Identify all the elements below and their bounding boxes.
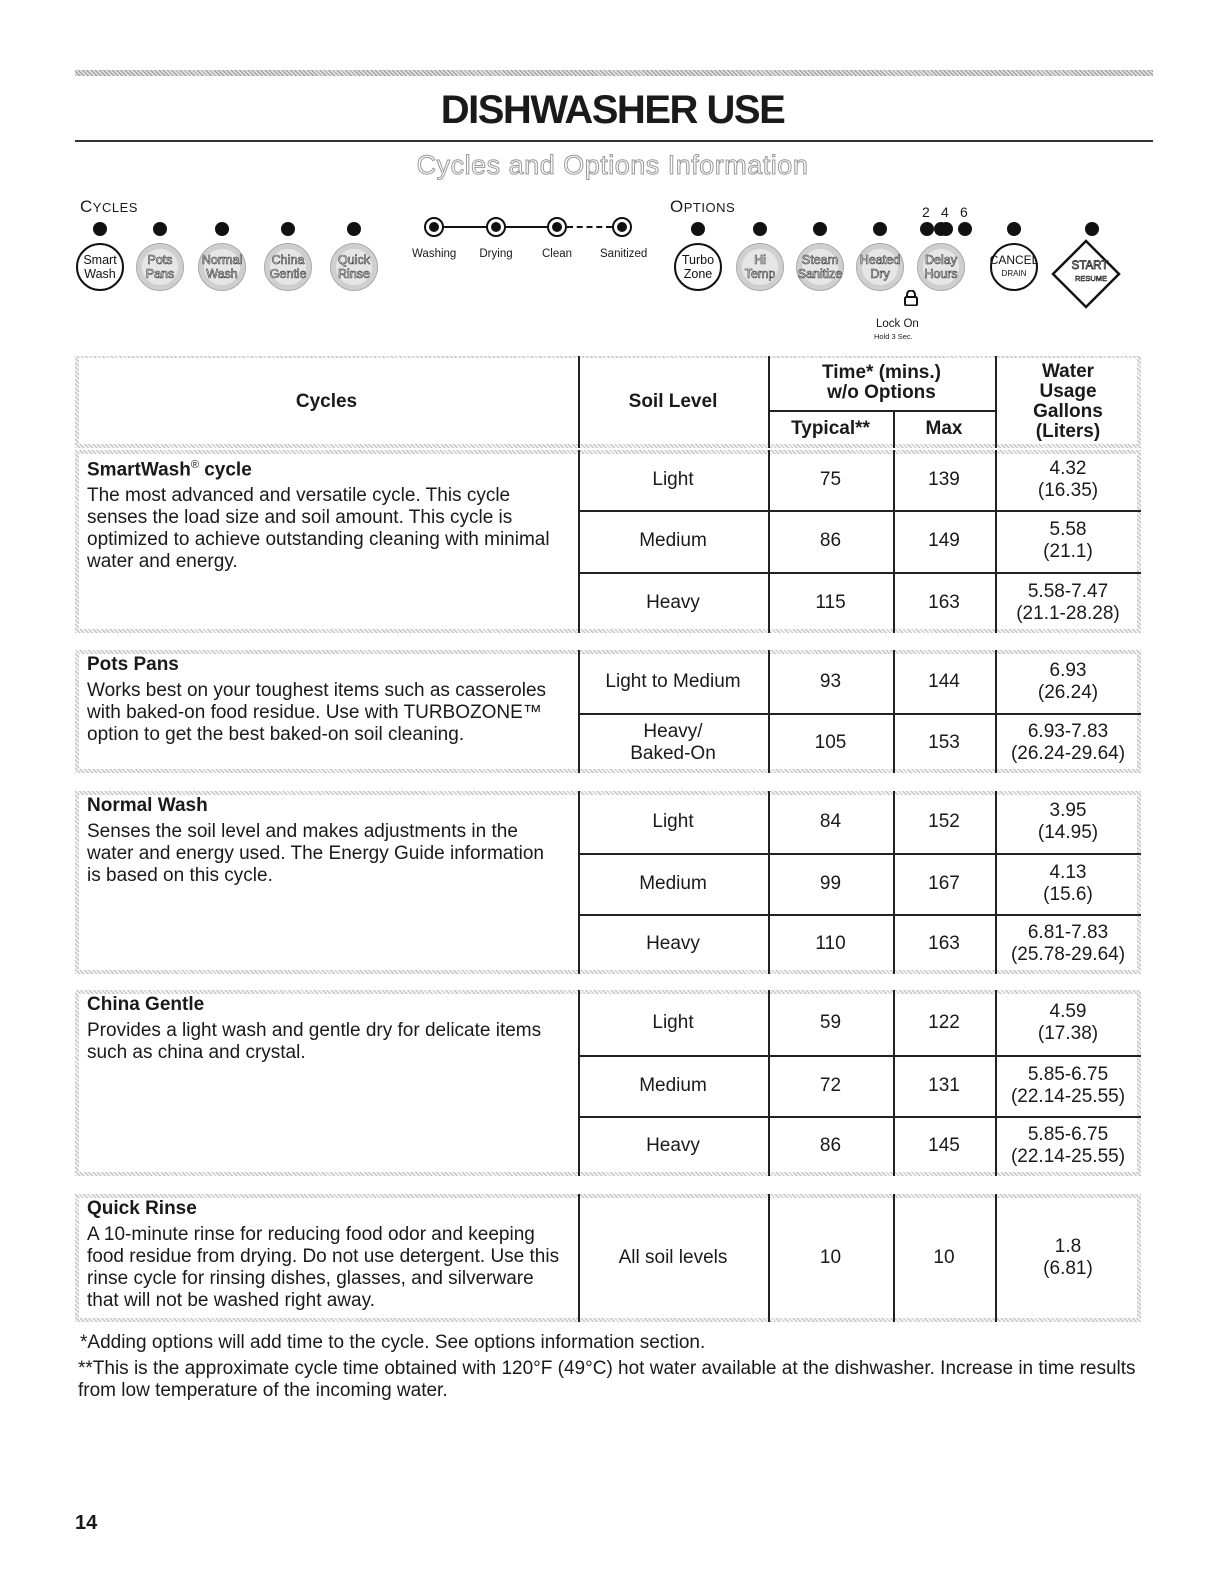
- cycle-indicator-dot: [93, 222, 107, 236]
- page-title: DISHWASHER USE: [440, 88, 785, 132]
- max-time-cell: 149: [928, 530, 960, 551]
- water-liters: (22.14-25.55): [1010, 1085, 1126, 1107]
- max-time-cell: 167: [928, 872, 960, 894]
- option-button-hi[interactable]: [736, 243, 784, 291]
- max-time-cell: 152: [928, 811, 960, 832]
- option-button-turbo[interactable]: [674, 243, 722, 291]
- start-resume-button[interactable]: [1050, 238, 1122, 310]
- delay-hours-number: 4: [941, 204, 949, 220]
- max-time-cell: 131: [928, 1074, 960, 1096]
- lock-on-label: Lock On: [876, 318, 919, 330]
- option-indicator-dot: [873, 222, 887, 236]
- options-heading-initial: O: [670, 197, 684, 216]
- header-water-line: (Liters): [1035, 421, 1101, 442]
- cycle-button-label: [146, 253, 175, 281]
- option-indicator-dot: [813, 222, 827, 236]
- water-usage-cell: [995, 572, 1141, 633]
- typical-time-cell: 86: [819, 1135, 842, 1156]
- delay-hours-indicator-dot: [939, 222, 953, 236]
- water-usage-cell: [995, 713, 1141, 773]
- water-gallons: 4.32: [1049, 458, 1087, 479]
- lock-icon: [904, 290, 918, 306]
- option-button-label: [924, 253, 957, 281]
- cycle-description: A 10-minute rinse for reducing food odor and keeping food residue from drying. Do not use detergent. Use this rinse cycle for rinsing dishes, glasses, and silverware that will not be washed right away.: [87, 1224, 560, 1311]
- option-button-label-line1: Heated: [859, 253, 901, 267]
- water-usage-cell: [995, 1055, 1141, 1116]
- option-indicator-dot: [691, 222, 705, 236]
- soil-level-cell: Medium: [639, 1074, 707, 1096]
- water-gallons: 6.93-7.83: [1027, 721, 1109, 742]
- cycle-button-pots[interactable]: [136, 243, 184, 291]
- header-soil-level: Soil Level: [628, 391, 718, 412]
- water-gallons: 5.58: [1049, 519, 1087, 540]
- cycle-button-label-line1: Pots: [147, 253, 173, 267]
- header-cycles: Cycles: [295, 391, 358, 412]
- cycle-name: [87, 454, 560, 481]
- header-water: [995, 356, 1141, 448]
- cycles-heading-initial: C: [80, 197, 93, 216]
- top-rule: [75, 70, 1153, 76]
- option-button-delay[interactable]: [917, 243, 965, 291]
- water-liters: (16.35): [1037, 480, 1099, 501]
- soil-level-cell: Light: [652, 1011, 694, 1033]
- status-label: Washing: [412, 248, 457, 260]
- soil-level-cell: Medium: [639, 872, 707, 894]
- cycle-button-smart[interactable]: [76, 243, 124, 291]
- start-label: START: [1071, 260, 1109, 272]
- soil-level-cell: Light: [652, 469, 694, 490]
- max-time-cell: 145: [928, 1135, 960, 1156]
- cycle-description-block: [75, 450, 572, 577]
- water-usage-cell: [995, 1194, 1141, 1322]
- option-button-label-line1: Delay: [925, 253, 957, 267]
- option-button-label: [682, 253, 714, 281]
- typical-time-cell: 105: [814, 732, 847, 753]
- water-usage-cell: [995, 990, 1141, 1055]
- delay-hours-indicator-dot: [920, 222, 934, 236]
- header-water-line: Water: [1041, 361, 1095, 382]
- typical-time-cell: 59: [819, 1011, 842, 1033]
- drain-label: DRAIN: [1001, 269, 1027, 278]
- cancel-drain-label: [990, 253, 1039, 281]
- soil-level-cell: Medium: [639, 530, 707, 551]
- cycle-button-normal[interactable]: [198, 243, 246, 291]
- cycle-button-quick[interactable]: [330, 243, 378, 291]
- cycle-name-rest: cycle: [198, 459, 252, 481]
- cycle-button-label: [338, 253, 370, 281]
- cycle-description: Provides a light wash and gentle dry for delicate items such as china and crystal.: [87, 1020, 542, 1063]
- water-liters: (26.24-29.64): [1010, 743, 1126, 764]
- status-label: Drying: [479, 248, 513, 260]
- water-liters: (21.1): [1043, 541, 1093, 562]
- typical-time-cell: 93: [819, 670, 842, 692]
- cycle-button-label: [83, 253, 116, 281]
- water-gallons: 4.59: [1049, 1000, 1087, 1022]
- header-water-line: Usage: [1039, 381, 1097, 402]
- option-button-steam[interactable]: [796, 243, 844, 291]
- cycle-name: [87, 654, 560, 676]
- cycle-description: Works best on your toughest items such as casseroles with baked-on food residue. Use with TURBOZONE™ option to get the best baked-on soil cleaning.: [87, 680, 547, 745]
- status-indicator-sanitized: [612, 217, 632, 237]
- water-usage-cell: [995, 791, 1141, 853]
- lock-hold-label: Hold 3 Sec.: [874, 332, 913, 341]
- water-gallons: 3.95: [1049, 800, 1087, 821]
- water-usage-cell: [995, 450, 1141, 510]
- cycle-description-block: [75, 990, 572, 1068]
- delay-hours-number: 6: [960, 204, 968, 220]
- typical-time-cell: 99: [819, 872, 842, 894]
- cycle-name-main: Normal Wash: [87, 795, 208, 816]
- water-gallons: 5.85-6.75: [1027, 1063, 1109, 1085]
- water-liters: (17.38): [1037, 1022, 1099, 1044]
- max-time-cell: 139: [928, 469, 960, 490]
- max-time-cell: 163: [928, 591, 960, 613]
- cycle-name-main: China Gentle: [87, 994, 205, 1015]
- typical-time-cell: 10: [819, 1247, 842, 1268]
- option-button-label-line2: Sanitize: [797, 267, 843, 281]
- soil-level-cell: All soil levels: [618, 1247, 728, 1268]
- soil-level-cell: Heavy: [646, 933, 700, 954]
- header-max: Max: [925, 418, 963, 439]
- typical-time-cell: 84: [819, 811, 842, 832]
- cycle-name-main: SmartWash: [87, 459, 191, 481]
- cycle-button-label-line1: China: [271, 253, 305, 267]
- water-liters: (14.95): [1037, 822, 1099, 843]
- water-liters: (22.14-25.55): [1010, 1146, 1126, 1167]
- header-time: [768, 360, 995, 406]
- status-indicator-clean: [547, 217, 567, 237]
- option-button-label-line1: Hi: [754, 253, 766, 267]
- status-connector-dashed: [567, 226, 612, 228]
- water-gallons: 6.93: [1049, 659, 1087, 681]
- cycle-button-label: [202, 253, 242, 281]
- cycle-name-sup: ®: [190, 459, 199, 471]
- cycle-description-block: [75, 1194, 572, 1316]
- page-number: 14: [75, 1512, 98, 1534]
- max-time-cell: 144: [928, 670, 960, 692]
- max-time-cell: 122: [928, 1011, 960, 1033]
- cycle-name: [87, 795, 560, 817]
- water-gallons: 5.58-7.47: [1027, 580, 1109, 602]
- cycle-button-label-line1: Normal: [201, 253, 243, 267]
- resume-label: RESUME: [1074, 274, 1108, 283]
- water-gallons: 4.13: [1049, 861, 1087, 883]
- option-indicator-dot: [753, 222, 767, 236]
- option-button-label-line2: Hours: [924, 267, 958, 281]
- water-usage-cell: [995, 853, 1141, 914]
- water-gallons: 5.85-6.75: [1027, 1124, 1109, 1145]
- typical-time-cell: 75: [819, 469, 842, 490]
- cycle-description-block: [75, 791, 572, 891]
- header-water-line: Gallons: [1033, 401, 1103, 422]
- typical-time-cell: 72: [819, 1074, 842, 1096]
- soil-level-cell: Heavy: [646, 591, 700, 613]
- max-time-cell: 163: [928, 933, 960, 954]
- header-time-line1: Time* (mins.): [822, 362, 941, 383]
- soil-level-cell: Light: [652, 811, 694, 832]
- option-button-label-line1: Turbo: [681, 253, 715, 267]
- cycle-description: The most advanced and versatile cycle. This cycle senses the load size and soil amount. This cycle is optimized to achieve outstanding cleaning with minimal water and energy.: [87, 485, 550, 573]
- delay-hours-number: 2: [922, 204, 930, 220]
- footnote-2-text: **This is the approximate cycle time obtained with 120°F (49°C) hot water available at the dishwasher. Increase in time results from low temperature of the incoming water.: [78, 1358, 1136, 1401]
- water-liters: (25.78-29.64): [1010, 944, 1126, 965]
- footnote-1: *Adding options will add time to the cycle. See options information section.: [80, 1332, 706, 1353]
- cycle-button-china[interactable]: [264, 243, 312, 291]
- typical-time-cell: 86: [819, 530, 842, 551]
- water-usage-cell: [995, 1116, 1141, 1176]
- title-rule: [75, 140, 1153, 142]
- cycle-indicator-dot: [347, 222, 361, 236]
- section-subtitle: Cycles and Options Information: [416, 150, 809, 180]
- status-label: Clean: [541, 248, 573, 260]
- cycle-button-label-line2: Pans: [145, 267, 175, 281]
- cycles-heading: [80, 197, 138, 217]
- options-heading-rest: PTIONS: [683, 200, 736, 215]
- status-label: Sanitized: [600, 248, 648, 260]
- water-usage-cell: [995, 914, 1141, 974]
- max-time-cell: 153: [928, 732, 960, 753]
- option-button-label: [745, 253, 776, 281]
- cycle-button-label-line2: Gentle: [269, 267, 307, 281]
- water-gallons: 6.81-7.83: [1027, 922, 1109, 943]
- delay-hours-indicator-dot: [958, 222, 972, 236]
- option-button-label-line2: Dry: [870, 267, 890, 281]
- water-usage-cell: [995, 650, 1141, 713]
- option-button-label-line1: Steam: [801, 253, 839, 267]
- water-liters: (26.24): [1037, 681, 1099, 703]
- water-liters: (6.81): [1043, 1258, 1093, 1279]
- option-button-label: [860, 253, 900, 281]
- typical-time-cell: 115: [815, 591, 846, 613]
- soil-level-cell: Light to Medium: [605, 670, 741, 692]
- cycles-heading-rest: YCLES: [92, 200, 138, 215]
- cycle-name: [87, 994, 560, 1016]
- water-liters: (21.1-28.28): [1016, 602, 1120, 624]
- start-indicator-dot: [1085, 222, 1099, 236]
- option-button-label: [798, 253, 842, 281]
- cycle-indicator-dot: [281, 222, 295, 236]
- header-time-line2: w/o Options: [827, 382, 936, 403]
- cycle-button-label-line2: Rinse: [338, 267, 370, 281]
- cycle-description-block: [75, 650, 572, 750]
- max-time-cell: 10: [933, 1247, 955, 1268]
- water-usage-cell: [995, 510, 1141, 572]
- option-button-label-line2: Zone: [683, 267, 713, 281]
- water-gallons: 1.8: [1054, 1236, 1082, 1257]
- header-typical: Typical**: [791, 418, 870, 439]
- cycle-name-main: Pots Pans: [87, 654, 179, 675]
- cancel-drain-button[interactable]: [990, 243, 1038, 291]
- typical-time-cell: 110: [815, 933, 846, 954]
- cycle-button-label-line2: Wash: [84, 267, 116, 281]
- cancel-label: CANCEL: [989, 253, 1039, 267]
- cycle-button-label-line1: Smart: [83, 253, 117, 267]
- cancel-indicator-dot: [1007, 222, 1021, 236]
- water-liters: (15.6): [1043, 883, 1093, 905]
- cycle-name-main: Quick Rinse: [87, 1198, 197, 1219]
- soil-level-cell: Heavy/ Baked-On: [630, 721, 716, 764]
- soil-level-cell: Heavy: [646, 1135, 700, 1156]
- cycle-button-label: [270, 253, 307, 281]
- cycle-name: [87, 1198, 560, 1220]
- cycle-button-label-line2: Wash: [206, 267, 238, 281]
- footnote-2: [78, 1358, 1138, 1402]
- cycle-indicator-dot: [153, 222, 167, 236]
- cycle-button-label-line1: Quick: [338, 253, 370, 267]
- cycle-indicator-dot: [215, 222, 229, 236]
- cycle-description: Senses the soil level and makes adjustments in the water and energy used. The Energy Guide information is based on this cycle.: [87, 821, 544, 886]
- status-indicator-washing: [424, 217, 444, 237]
- options-heading: [670, 197, 735, 217]
- option-button-label-line2: Temp: [744, 267, 776, 281]
- option-button-heated[interactable]: [856, 243, 904, 291]
- status-indicator-drying: [486, 217, 506, 237]
